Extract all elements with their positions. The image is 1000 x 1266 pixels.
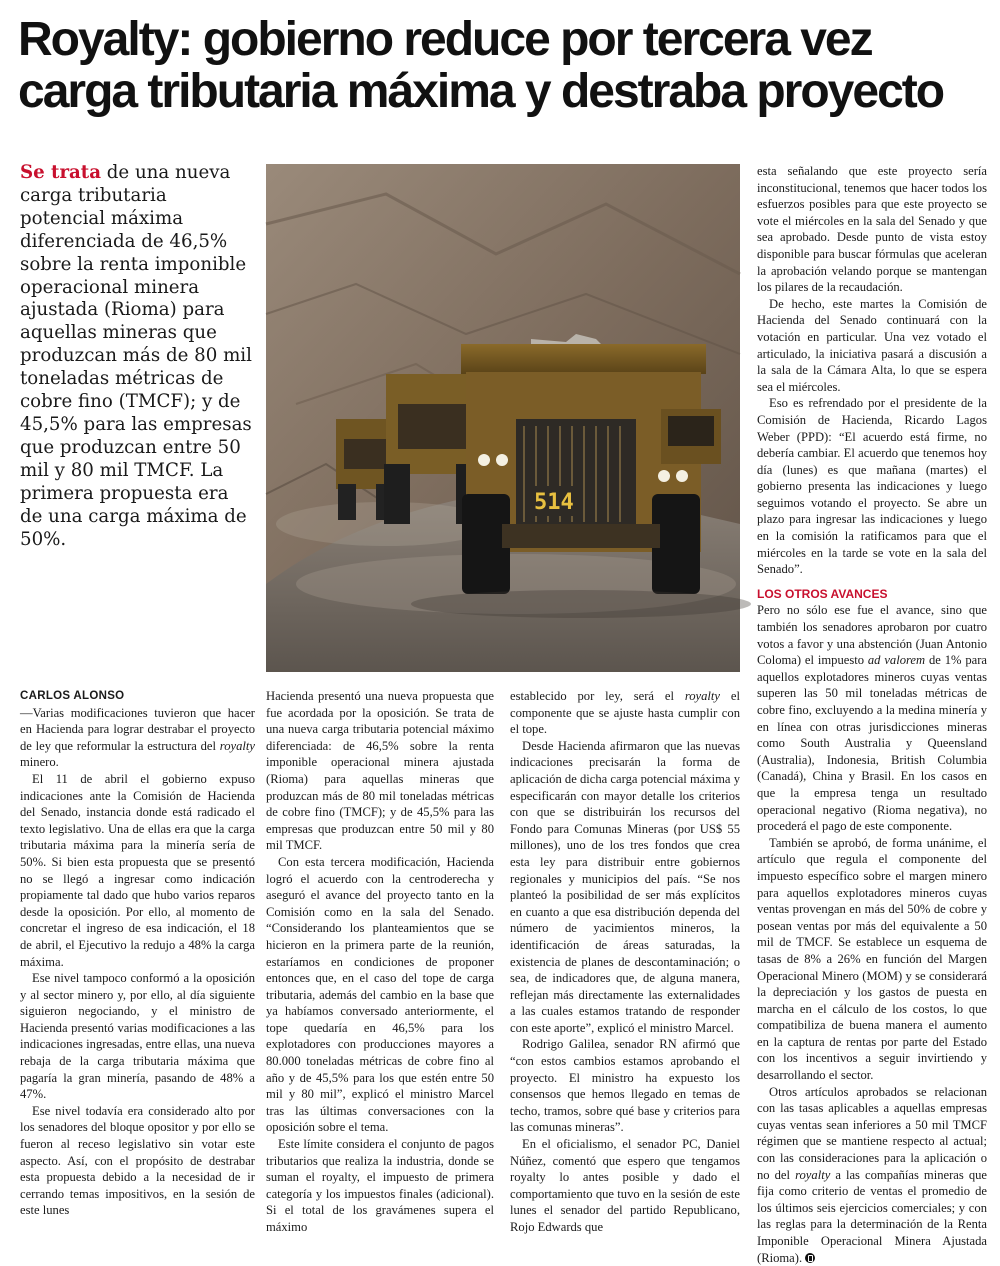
paragraph — [20, 705, 255, 771]
article-column-4 — [757, 163, 987, 1266]
article-column-1 — [20, 688, 255, 1219]
paragraph: En el oficialismo, el senador PC, Daniel Núñez, comentó que espero que tengamos royalty lo antes posible y dado el comportamiento que tuvo en la sesión de este lunes el senador del partido Republicano, Rojo Edwards que — [510, 1137, 740, 1234]
text: minero. — [20, 755, 59, 770]
end-of-article-icon — [805, 1253, 815, 1263]
text: Pero no sólo ese fue el avance, sino que también los senadores aprobaron por cuatro votos a favor y una abstención (Juan Antonio Coloma) el impuesto — [757, 603, 987, 668]
paragraph: El 11 de abril el gobierno expuso indicaciones ante la Comisión de Hacienda del Senado, instancia donde está radicado el texto legislativo. Una de ellas era que la carga tributaria máxima para la minería sería de 50%. Si bien esta propuesta que se presentó no se llegó a ingresar como indicación propiamente tal dado que hubo varios reparos desde la oposición. Por ello, al momento de concretar el ingreso de esa indicación, el 18 de abril, el Ejecutivo la redujo a 48% la carga máxima. — [20, 771, 255, 969]
article-column-3 — [510, 688, 740, 1236]
paragraph: Rodrigo Galilea, senador RN afirmó que “con estos cambios estamos aprobando el proyecto. El ministro ha expuesto los consensos que hemos llegado en temas de techo, tramos, sobre qué base y criterios para las comunas mineras”. — [510, 1037, 740, 1135]
paragraph: Hacienda presentó una nueva propuesta que fue acordada por la oposición. Se trata de una nueva carga tributaria potencial máximo diferenciada: de 46,5% sobre la renta imponible operacional minera ajustada (Rioma) para aquellas mineras que produzcan más de 80 mil toneladas métricas de cobre fino (TMCF); y de 45,5% para las empresas que produzcan entre 50 mil y 80 mil TMCF. — [266, 689, 494, 853]
lead-paragraph — [20, 162, 256, 551]
text: —Varias modificaciones tuvieron que hacer en Hacienda para lograr destrabar el proyecto de ley que reformular la estructura del — [20, 705, 255, 753]
emphasis: royalty — [795, 1167, 831, 1182]
mining-trucks-photo — [266, 164, 740, 672]
emphasis: royalty — [219, 738, 255, 753]
paragraph: De hecho, este martes la Comisión de Hacienda del Senado continuará con la votación en particular. Una vez votado el articulado, la iniciativa pasará a discusión a la sala de la Cámara Alta, lo que se espera sea el miércoles. — [757, 296, 987, 394]
paragraph: Eso es refrendado por el presidente de la Comisión de Hacienda, Ricardo Lagos Weber (PPD): “El acuerdo está firme, no debería cambiar. El acuerdo que tenemos hoy día (lunes) es que mañana (martes) el gobierno presenta las indicaciones y luego seguimos votando el proyecto. Se abre un plazo para ingresar las indicaciones y luego en la comisión la ratificamos para que el miércoles en la tarde se vote en la sala del Senado”. — [757, 396, 987, 577]
paragraph — [510, 688, 740, 738]
subheading: LOS OTROS AVANCES — [757, 586, 888, 601]
headline — [18, 14, 988, 118]
lead-text: de una nueva carga tributaria potencial máxima diferenciada de 46,5% sobre la renta imponible operacional minera ajustada (Rioma) para aquellas mineras que produzcan más de 80 mil toneladas métricas de cobre fino (TMCF); y de 45,5% para las empresas que produzcan entre 50 mil y 80 mil TMCF. La primera propuesta era de una carga máxima de 50%. — [20, 162, 252, 550]
paragraph: También se aprobó, de forma unánime, el artículo que regula el componente del impuesto específico sobre el margen minero para aquellos explotadores mineros cuyas ventas provengan en más del 50% de cobre y posean ventas por más del equivalente a 50 mil de TMCF. Se establece un esquema de tasas de 8% a 26% en función del Margen Operacional Minero (MOM) y se considerará la depreciación y los gastos de puesta en marcha en el cálculo de los costos, lo que compatibiliza de buena manera el aumento en la captura de rentas por parte del Estado con los incentivos a seguir invirtiendo y desarrollando el sector. — [757, 835, 987, 1083]
mining-trucks-illustration — [266, 164, 740, 672]
paragraph — [757, 602, 987, 834]
text: Otros artículos aprobados se relacionan con las tasas aplicables a aquellas empresas cuyas ventas sean inferiores a 50 mil TMCF régimen que se mantiene respecto al actual; con las consideraciones para la aplicación o no del — [757, 1084, 987, 1182]
emphasis: ad valorem — [867, 653, 926, 668]
truck-number: 514 — [534, 490, 574, 515]
paragraph — [757, 1084, 987, 1266]
paragraph: Este límite considera el conjunto de pagos tributarios que realiza la industria, donde se suman el royalty, el impuesto de primera categoría y los impuestos finales (adicional). Si el total de los gravámenes supera el máximo — [266, 1137, 494, 1234]
paragraph: Desde Hacienda afirmaron que las nuevas indicaciones precisarán la forma de aplicación de dicha carga potencial máxima y especificarán con mayor detalle los criterios con que se distribuirán los recursos del Fondo para Comunas Mineras (por US$ 55 millones), uno de los tres fondos que crea esta ley para distribuir entre gobiernos regionales y municipios del país. “Se nos planteó la posibilidad de ser más explícitos en cuanto a que esa distribución dependa del número de yacimientos mineros, la identificación de áreas saturadas, la existencia de planes de descontaminación; o sea, de indicadores que, de alguna manera, reflejan más directamente las externalidades a las cuales estamos tratando de responder con este aporte”, explicó el ministro Marcel. — [510, 738, 740, 1035]
paragraph: Con esta tercera modificación, Hacienda logró el acuerdo con la centroderecha y aseguró el avance del proyecto tanto en la Comisión como en la sala del Senado. “Considerando los planteamientos que se hicieron en la primera parte de la reunión, estaríamos en condiciones de proponer entonces que, en el caso del tope de carga tributaria, además del cambio en la base que ya habíamos conversado anteriormente, el tope quedaría en 46,5% para los explotadores con producciones mayores a 80.000 toneladas métricas de cobre fino al año y de 45,5% para los que estén entre 50 mil y 80 mil”, explicó el ministro Marcel tras las últimas conversaciones con la oposición sobre el tema. — [266, 854, 494, 1135]
headline-line-1: Royalty: gobierno reduce por tercera vez — [18, 13, 872, 66]
lead-kicker: Se trata — [20, 162, 101, 183]
paragraph: Ese nivel tampoco conformó a la oposición y al sector minero y, por ello, al día siguiente siguieron negociando, y el ministro de Hacienda presentó varias modificaciones a las indicaciones ingresadas, entre ellas, una nueva rebaja de la carga tributaria máxima que pagaría la gran minería, pasando de 48% a 47%. — [20, 971, 255, 1102]
byline: CARLOS ALONSO — [20, 690, 125, 702]
text: de 1% para aquellos explotadores mineros cuyas ventas superen las 50 mil toneladas métricas de cobre fino, excluyendo a la medina minería y en línea con otras jurisdicciones mineras como South Australia y Queensland (Australia), Indonesia, British Columbia (Canadá), China y Brasil. En los casos en que la empresa tenga un resultado operacional negativo (Rioma negativa), no procederá el pago de este componente. — [757, 653, 988, 834]
text: a las compañías mineras que fija como criterio de ventas el promedio de los últimos seis ejercicios comerciales; y con las reglas para la determinación de la Renta Imponible Operacional Minera Ajustada (Rioma). — [757, 1167, 987, 1265]
headline-line-2: carga tributaria máxima y destraba proyecto — [18, 65, 944, 118]
article-column-2 — [266, 688, 494, 1236]
paragraph: Ese nivel todavía era considerado alto por los senadores del bloque opositor y por ello se fueron al receso legislativo sin votar este aspecto. Así, con el propósito de destrabar esta propuesta debido a la necesidad de ir cerrando temas impositivos, en la sesión de este lunes — [20, 1103, 255, 1218]
emphasis: royalty — [684, 689, 721, 703]
text: el componente que se ajuste hasta cumplir con el tope. — [510, 689, 740, 737]
text: establecido por ley, será el — [510, 689, 685, 703]
paragraph: esta señalando que este proyecto sería inconstitucional, tenemos que hacer todos los esfuerzos posibles para que este proyecto se vote el miércoles en la sala del Senado y que sea aprobado. Desde punto de vista estoy disponible para buscar fórmulas que aceleran la aprobación velando porque se mantengan los pilares de la recaudación. — [757, 164, 987, 295]
